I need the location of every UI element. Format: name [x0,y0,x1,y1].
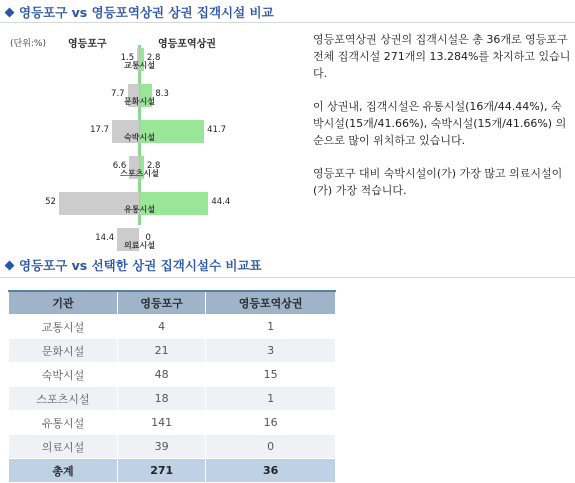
right-value-label: 44.4 [211,197,231,207]
chart-left-header: 영등포구 [68,39,107,50]
table-cell: 15 [206,363,336,387]
right-value-label: 8.3 [155,89,169,99]
section-title-text: 영등포구 vs 영등포역상권 상권 집객시설 비교 [19,5,274,20]
table-cell: 18 [118,387,206,411]
divider [0,22,575,23]
table-cell: 39 [118,435,206,459]
category-label: 문화시설 [124,97,155,106]
chart-right-header: 영등포역상권 [158,39,216,50]
table-header-cell: 영등포구 [118,291,206,315]
table-cell: 의료시설 [9,435,118,459]
left-value-label: 1.5 [120,53,135,63]
table-cell: 1 [206,315,336,339]
table-cell: 교통시설 [9,315,118,339]
diamond-bullet-icon [5,8,15,18]
section-title-table [4,256,262,274]
right-value-label: 2.8 [146,161,161,171]
table-cell: 1 [206,387,336,411]
summary-paragraph: 이 상권내, 집객시설은 유통시설(16개/44.44%), 숙박시설(15개/41.66%), 숙박시설(15개/41.66%) 의 순으로 많이 위치하고 있습니다. [313,100,567,147]
table-cell: 숙박시설 [9,363,118,387]
table-cell: 문화시설 [9,339,118,363]
left-value-label: 6.6 [112,161,127,171]
category-label: 유통시설 [124,205,155,214]
table-header-cell: 기관 [9,291,118,315]
left-value-label: 17.7 [90,125,110,135]
chart-unit-label: (단위:%) [10,39,46,49]
summary-text [313,31,571,215]
summary-paragraph: 영등포역상권 상권의 집객시설은 총 36개로 영등포구 전체 집객시설 271개의 13.284%를 차지하고 있습니다. [313,33,571,80]
left-value-label: 52 [45,197,56,207]
section-title-comparison [4,3,274,21]
table-cell: 유통시설 [9,411,118,435]
left-value-label: 7.7 [111,89,125,99]
table-header-cell: 영등포역상권 [206,291,336,315]
right-value-label: 2.8 [146,53,161,63]
table-cell: 36 [206,459,336,483]
table-cell: 0 [206,435,336,459]
category-label: 스포츠시설 [120,169,159,178]
section-title-text: 영등포구 vs 선택한 상권 집객시설수 비교표 [19,258,262,273]
right-value-label: 0 [145,233,151,243]
table-cell: 16 [206,411,336,435]
table-cell: 141 [118,411,206,435]
summary-paragraph: 영등포구 대비 숙박시설이(가) 가장 많고 의료시설이(가) 가장 적습니다. [313,167,563,197]
category-label: 교통시설 [124,61,155,70]
table-top-border [8,290,336,471]
table-cell: 3 [206,339,336,363]
table-cell: 21 [118,339,206,363]
table-cell: 48 [118,363,206,387]
table-cell: 스포츠시설 [9,387,118,411]
left-value-label: 14.4 [95,233,115,243]
category-label: 숙박시설 [124,133,155,142]
table-cell: 271 [118,459,206,483]
divider [0,277,575,278]
right-value-label: 41.7 [207,125,227,135]
diamond-bullet-icon [5,261,15,271]
table-cell: 4 [118,315,206,339]
category-label: 의료시설 [124,241,155,250]
table-cell: 총계 [9,459,118,483]
